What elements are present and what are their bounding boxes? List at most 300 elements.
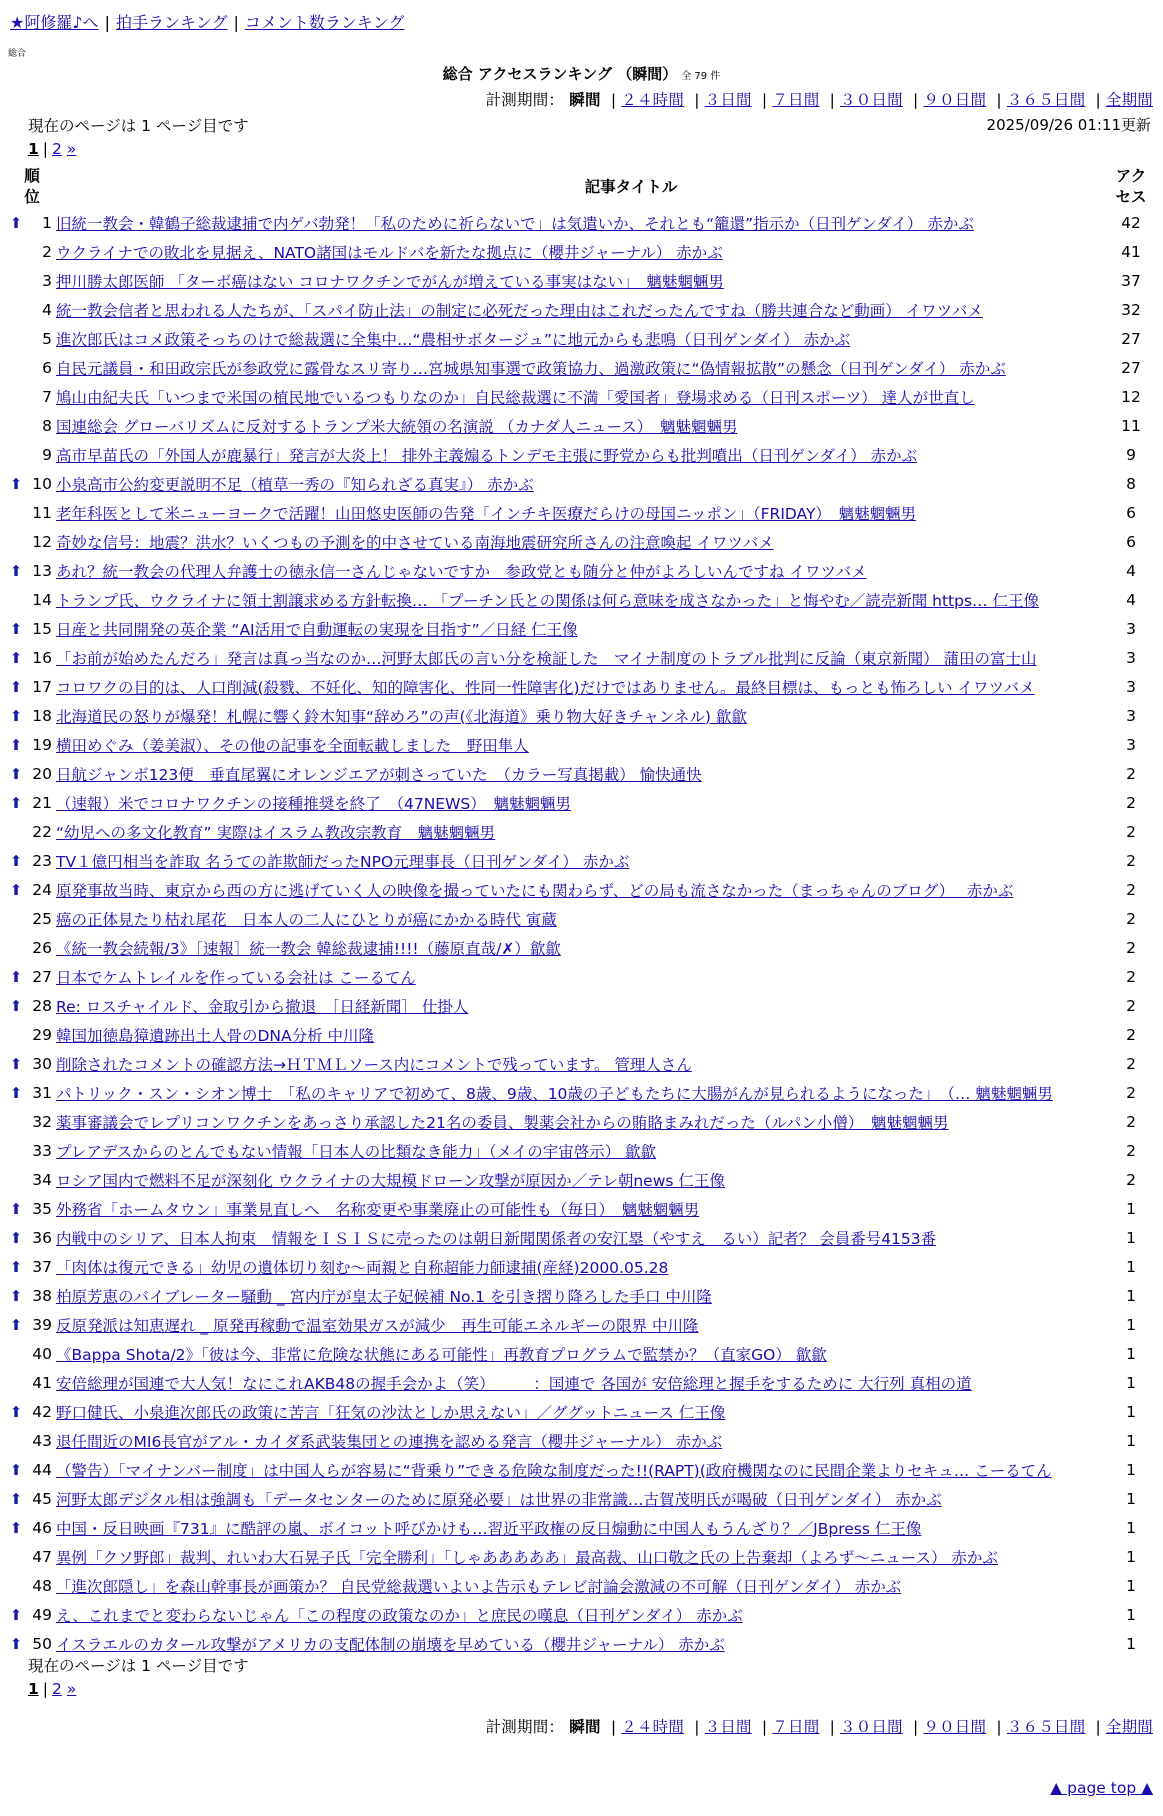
- article-link[interactable]: 柏原芳恵のバイブレーター騒動 _ 宮内庁が皇太子妃候補 No.1 を引き摺り降ろした手口 中川隆: [56, 1287, 712, 1306]
- rank-change-cell: [8, 1252, 24, 1281]
- article-title-cell: [56, 527, 1106, 556]
- up-arrow-icon: ⬆: [9, 764, 23, 783]
- nav-separator: |: [104, 13, 110, 32]
- article-link[interactable]: あれ？統一教会の代理人弁護士の徳永信一さんじゃないですか 参政党とも随分と仲がよろしいんですね イワツバメ: [56, 562, 867, 581]
- rank-number: 36: [32, 1228, 52, 1247]
- rank-change-cell: [8, 1078, 24, 1107]
- rank-change-cell: [8, 353, 24, 382]
- pager-top: 1 | 2 »: [28, 140, 77, 158]
- access-count: 8: [1126, 474, 1136, 493]
- header-title: 記事タイトル: [584, 177, 678, 196]
- rank-number: 28: [32, 996, 52, 1015]
- article-title-cell: [56, 991, 1106, 1020]
- rank-number: 45: [32, 1489, 52, 1508]
- rank-change-cell: [8, 875, 24, 904]
- article-link[interactable]: （警告）「マイナンバー制度」は中国人らが容易に“背乗り”できる危険な制度だった!!(RAPT)(政府機関なのに民間企業よりセキュ… こーるてん: [56, 1461, 1052, 1480]
- article-title-cell: [56, 962, 1106, 991]
- access-count: 37: [1121, 271, 1141, 290]
- article-title-cell: [56, 701, 1106, 730]
- pager-next[interactable]: »: [66, 1680, 77, 1698]
- article-link[interactable]: 原発事故当時、東京から西の方に逃げていく人の映像を撮っていたにも関わらず、どの局も流さなかった（まっちゃんのブログ） 赤かぶ: [56, 881, 1014, 900]
- access-count: 3: [1126, 648, 1136, 667]
- table-row: [8, 324, 1156, 353]
- rank-change-cell: [8, 643, 24, 672]
- article-title-cell: [56, 1368, 1106, 1397]
- rank-change-cell: [8, 1426, 24, 1455]
- article-link[interactable]: プレアデスからのとんでもない情報「日本人の比類なき能力」（メイの宇宙啓示） 歙歙: [56, 1142, 657, 1161]
- rank-number: 10: [32, 474, 52, 493]
- rank-number: 19: [32, 735, 52, 754]
- rank-change-cell: [8, 817, 24, 846]
- table-row: [8, 1600, 1156, 1629]
- table-row: [8, 701, 1156, 730]
- page-title: [0, 63, 1163, 84]
- article-link[interactable]: 反原発派は知恵遅れ _ 原発再稼動で温室効果ガスが減少 再生可能エネルギーの限界 中川隆: [56, 1316, 699, 1335]
- article-title-cell: [56, 1484, 1106, 1513]
- access-count: 2: [1126, 764, 1136, 783]
- article-link[interactable]: 「進次郎隠し」を森山幹事長が画策か？ 自民党総裁選いよいよ告示もテレビ討論会激減の不可解（日刊ゲンダイ） 赤かぶ: [56, 1577, 902, 1596]
- access-count: 2: [1126, 793, 1136, 812]
- rank-change-cell: [8, 1310, 24, 1339]
- table-row: [8, 904, 1156, 933]
- access-count: 2: [1126, 909, 1136, 928]
- table-row: [8, 1281, 1156, 1310]
- article-link[interactable]: 日産と共同開発の英企業 “AI活用で自動運転の実現を目指す”／日経 仁王像: [56, 620, 578, 639]
- table-row: [8, 1020, 1156, 1049]
- rank-change-cell: [8, 991, 24, 1020]
- rank-number: 35: [32, 1199, 52, 1218]
- table-row: [8, 1049, 1156, 1078]
- access-count: 12: [1121, 387, 1141, 406]
- up-arrow-icon: ⬆: [9, 1257, 23, 1276]
- article-title-cell: [56, 614, 1106, 643]
- rank-number: 38: [32, 1286, 52, 1305]
- article-link[interactable]: 外務省「ホームタウン」事業見直しへ 名称変更や事業廃止の可能性も（毎日） 魑魅魍魎男: [56, 1200, 700, 1219]
- article-title-cell: [56, 1252, 1106, 1281]
- access-count: 9: [1126, 445, 1136, 464]
- access-count: 6: [1126, 532, 1136, 551]
- article-link[interactable]: 進次郎氏はコメ政策そっちのけで総裁選に全集中…“農相サボタージュ”に地元からも悲鳴（日刊ゲンダイ） 赤かぶ: [56, 330, 851, 349]
- rank-change-cell: [8, 1600, 24, 1629]
- rank-number: 43: [32, 1431, 52, 1450]
- rank-change-cell: [8, 1368, 24, 1397]
- article-title-cell: [56, 295, 1106, 324]
- pager-page-2[interactable]: 2: [52, 140, 62, 158]
- article-link[interactable]: 老年科医として米ニューヨークで活躍！山田悠史医師の告発「インチキ医療だらけの母国ニッポン」（FRIDAY） 魑魅魍魎男: [56, 504, 917, 523]
- access-count: 2: [1126, 996, 1136, 1015]
- table-row: [8, 1223, 1156, 1252]
- up-arrow-icon: ⬆: [9, 706, 23, 725]
- article-link[interactable]: 退任間近のMI6長官がアル・カイダ系武装集団との連携を認める発言（櫻井ジャーナル） 赤かぶ: [56, 1432, 723, 1451]
- rank-change-cell: [8, 1571, 24, 1600]
- rank-number: 11: [32, 503, 52, 522]
- rank-number: 29: [32, 1025, 52, 1044]
- period-30d-link[interactable]: ３０日間: [840, 1718, 903, 1736]
- access-count: 1: [1126, 1257, 1136, 1276]
- access-count: 1: [1126, 1431, 1136, 1450]
- article-title-cell: [56, 556, 1106, 585]
- article-title-cell: [56, 1426, 1106, 1455]
- rank-change-cell: [8, 962, 24, 991]
- table-row: [8, 1165, 1156, 1194]
- article-link[interactable]: Re: ロスチャイルド、金取引から撤退 ［日経新聞］ 仕掛人: [56, 997, 469, 1016]
- up-arrow-icon: ⬆: [9, 793, 23, 812]
- table-row: [8, 469, 1156, 498]
- pager-current-page[interactable]: 1: [28, 1680, 39, 1698]
- period-24h-link[interactable]: ２４時間: [621, 91, 685, 109]
- period-7d-link[interactable]: ７日間: [772, 1718, 820, 1736]
- header-access: アクセス: [1115, 167, 1147, 206]
- access-count: 2: [1126, 1025, 1136, 1044]
- period-7d-link[interactable]: ７日間: [772, 91, 820, 109]
- table-row: [8, 1397, 1156, 1426]
- article-title-cell: [56, 1049, 1106, 1078]
- article-link[interactable]: 河野太郎デジタル相は強調も「データセンターのために原発必要」は世界の非常識…古賀茂明氏が喝破（日刊ゲンダイ） 赤かぶ: [56, 1490, 942, 1509]
- article-link[interactable]: TV１億円相当を詐取 名うての詐欺師だったNPO元理事長（日刊ゲンダイ） 赤かぶ: [56, 852, 630, 871]
- article-title-cell: [56, 875, 1106, 904]
- access-count: 41: [1121, 242, 1141, 261]
- article-title-cell: [56, 817, 1106, 846]
- access-count: 1: [1126, 1518, 1136, 1537]
- access-count: 3: [1126, 735, 1136, 754]
- article-title-cell: [56, 1136, 1106, 1165]
- access-count: 2: [1126, 1083, 1136, 1102]
- article-link[interactable]: 《Bappa Shota/2》「彼は今、非常に危険な状態にある可能性」再教育プログラムで監禁か？（直家GO） 歙歙: [56, 1345, 827, 1364]
- period-90d-link[interactable]: ９０日間: [923, 1718, 987, 1736]
- pager-bottom: 1 | 2 »: [28, 1680, 77, 1698]
- rank-number: 13: [32, 561, 52, 580]
- article-title-cell: [56, 266, 1106, 295]
- rank-number: 20: [32, 764, 52, 783]
- up-arrow-icon: ⬆: [9, 1605, 23, 1624]
- rank-change-cell: [8, 324, 24, 353]
- table-row: [8, 1194, 1156, 1223]
- article-link[interactable]: 削除されたコメントの確認方法→ＨＴＭＬソース内にコメントで残っています。 管理人さん: [56, 1055, 692, 1074]
- rank-number: 26: [32, 938, 52, 957]
- period-current: 瞬間: [569, 1718, 601, 1736]
- article-title-cell: [56, 237, 1106, 266]
- rank-change-cell: [8, 730, 24, 759]
- article-title-cell: [56, 1107, 1106, 1136]
- rank-change-cell: [8, 1107, 24, 1136]
- rank-change-cell: [8, 266, 24, 295]
- article-link[interactable]: （速報）米でコロナワクチンの接種推奨を終了 （47NEWS） 魑魅魍魎男: [56, 794, 572, 813]
- page-info-bottom: 現在のページは 1 ページ目です: [28, 1657, 249, 1675]
- rank-number: 27: [32, 967, 52, 986]
- table-row: [8, 759, 1156, 788]
- table-row: [8, 1455, 1156, 1484]
- article-title-cell: [56, 1600, 1106, 1629]
- rank-number: 34: [32, 1170, 52, 1189]
- article-link[interactable]: 横田めぐみ（姜美淑）、その他の記事を全面転載しました 野田隼人: [56, 736, 529, 755]
- rank-change-cell: [8, 237, 24, 266]
- table-row: [8, 672, 1156, 701]
- access-count: 1: [1126, 1315, 1136, 1334]
- article-title-cell: [56, 643, 1106, 672]
- rank-number: 2: [42, 242, 52, 261]
- period-365d-link[interactable]: ３６５日間: [1006, 1718, 1086, 1736]
- article-link[interactable]: 癌の正体見たり枯れ尾花 日本人の二人にひとりが癌にかかる時代 寅蔵: [56, 910, 557, 929]
- up-arrow-icon: ⬆: [9, 1634, 23, 1653]
- article-title-cell: [56, 672, 1106, 701]
- rank-change-cell: [8, 1397, 24, 1426]
- article-link[interactable]: 小泉高市公約変更説明不足（植草一秀の『知られざる真実』） 赤かぶ: [56, 475, 534, 494]
- period-selector-top: 計測期間： 瞬間 | ２４時間 | ３日間 | ７日間 | ３０日間 | ９０日間 | ３６５日間 | 全期間: [485, 91, 1153, 109]
- article-link[interactable]: 北海道民の怒りが爆発！札幌に響く鈴木知事“辞めろ”の声(《北海道》乗り物大好きチャンネル) 歙歙: [56, 707, 747, 726]
- access-count: 2: [1126, 1141, 1136, 1160]
- rank-number: 33: [32, 1141, 52, 1160]
- access-count: 2: [1126, 967, 1136, 986]
- rank-change-cell: [8, 556, 24, 585]
- top-navigation: [10, 10, 404, 33]
- home-link[interactable]: ★阿修羅♪へ: [10, 13, 99, 32]
- rank-number: 48: [32, 1576, 52, 1595]
- table-row: [8, 730, 1156, 759]
- ranking-title: 総合 アクセスランキング （瞬間）: [442, 65, 678, 83]
- rank-number: 5: [42, 329, 52, 348]
- table-row: [8, 353, 1156, 382]
- article-link[interactable]: 異例「クソ野郎」裁判、れいわ大石晃子氏「完全勝利」「しゃあああああ」最高裁、山口敬之氏の上告棄却（よろず〜ニュース） 赤かぶ: [56, 1548, 998, 1567]
- article-link[interactable]: ロシア国内で燃料不足が深刻化 ウクライナの大規模ドローン攻撃が原因か／テレ朝news 仁王像: [56, 1171, 725, 1190]
- rank-number: 42: [32, 1402, 52, 1421]
- article-link[interactable]: 「肉体は復元できる」幼児の遺体切り刻む〜両親と自称超能力師逮捕(産経)2000.05.28: [56, 1258, 669, 1277]
- up-arrow-icon: ⬆: [9, 1402, 23, 1421]
- table-row: [8, 875, 1156, 904]
- table-row: [8, 1513, 1156, 1542]
- table-row: [8, 817, 1156, 846]
- rank-number: 21: [32, 793, 52, 812]
- article-title-cell: [56, 353, 1106, 382]
- article-title-cell: [56, 208, 1106, 237]
- period-90d-link[interactable]: ９０日間: [923, 91, 987, 109]
- article-link[interactable]: 「お前が始めたんだろ」発言は真っ当なのか…河野太郎氏の言い分を検証した マイナ制度のトラブル批判に反論（東京新聞） 蒲田の富士山: [56, 649, 1037, 668]
- rank-number: 50: [32, 1634, 52, 1653]
- rank-change-cell: [8, 1455, 24, 1484]
- access-count: 1: [1126, 1605, 1136, 1624]
- rank-number: 1: [42, 213, 52, 232]
- article-link[interactable]: 日航ジャンボ123便 垂直尾翼にオレンジエアが刺さっていた （カラー写真掲載） 愉快通快: [56, 765, 702, 784]
- table-row: [8, 933, 1156, 962]
- table-row: [8, 991, 1156, 1020]
- rank-number: 16: [32, 648, 52, 667]
- table-row: [8, 411, 1156, 440]
- table-row: [8, 1484, 1156, 1513]
- article-link[interactable]: 安倍総理が国連で大人気！なにこれAKB48の握手会かよ（笑） ：国連で 各国が 安倍総理と握手をするために 大行列 真相の道: [56, 1374, 972, 1393]
- article-link[interactable]: ウクライナでの敗北を見据え、NATO諸国はモルドバを新たな拠点に（櫻井ジャーナル） 赤かぶ: [56, 243, 723, 262]
- rank-number: 40: [32, 1344, 52, 1363]
- access-count: 11: [1121, 416, 1141, 435]
- period-all-link[interactable]: 全期間: [1105, 91, 1153, 109]
- rank-change-cell: [8, 1020, 24, 1049]
- article-link[interactable]: 内戦中のシリア、日本人拘束 情報をＩＳＩＳに売ったのは朝日新聞関係者の安江塁（やすえ るい）記者？ 会員番号4153番: [56, 1229, 937, 1248]
- rank-number: 30: [32, 1054, 52, 1073]
- rank-number: 22: [32, 822, 52, 841]
- article-link[interactable]: 自民元議員・和田政宗氏が参政党に露骨なスリ寄り…宮城県知事選で政策協力、過激政策に“偽情報拡散”の懸念（日刊ゲンダイ） 赤かぶ: [56, 359, 1006, 378]
- table-row: [8, 237, 1156, 266]
- access-count: 1: [1126, 1547, 1136, 1566]
- page-top-link[interactable]: ▲ page top ▲: [1050, 1779, 1153, 1797]
- article-title-cell: [56, 498, 1106, 527]
- rank-change-cell: [8, 498, 24, 527]
- pager-next[interactable]: »: [66, 140, 77, 158]
- article-link[interactable]: イスラエルのカタール攻撃がアメリカの支配体制の崩壊を早めている（櫻井ジャーナル） 赤かぶ: [56, 1635, 725, 1654]
- up-arrow-icon: ⬆: [9, 1518, 23, 1537]
- period-24h-link[interactable]: ２４時間: [621, 1718, 685, 1736]
- article-link[interactable]: 薬事審議会でレプリコンワクチンをあっさり承認した21名の委員、製薬会社からの賄賂まみれだった（ルパン小僧） 魑魅魍魎男: [56, 1113, 949, 1132]
- access-count: 32: [1121, 300, 1141, 319]
- article-title-cell: [56, 1513, 1106, 1542]
- access-count: 4: [1126, 590, 1136, 609]
- article-title-cell: [56, 933, 1106, 962]
- article-link[interactable]: え、これまでと変わらないじゃん「この程度の政策なのか」と庶民の嘆息（日刊ゲンダイ） 赤かぶ: [56, 1606, 743, 1625]
- rank-change-cell: [8, 469, 24, 498]
- page-info-top: 現在のページは 1 ページ目です: [28, 117, 249, 135]
- rank-number: 17: [32, 677, 52, 696]
- article-title-cell: [56, 1397, 1106, 1426]
- rank-change-cell: [8, 1165, 24, 1194]
- rank-change-cell: [8, 440, 24, 469]
- article-link[interactable]: 野口健氏、小泉進次郎氏の政策に苦言「狂気の沙汰としか思えない」／ググットニュース 仁王像: [56, 1403, 726, 1422]
- access-count: 2: [1126, 822, 1136, 841]
- article-link[interactable]: 国連総会 グローバリズムに反対するトランプ米大統領の名演説 （カナダ人ニュース） 魑魅魍魎男: [56, 417, 738, 436]
- period-label: 計測期間：: [485, 1718, 565, 1736]
- total-count: 全 79 件: [681, 71, 721, 82]
- article-link[interactable]: 高市早苗氏の「外国人が鹿暴行」発言が大炎上！ 排外主義煽るトンデモ主張に野党からも批判噴出（日刊ゲンダイ） 赤かぶ: [56, 446, 918, 465]
- header-rank: 順位: [24, 167, 40, 206]
- rank-number: 9: [42, 445, 52, 464]
- article-title-cell: [56, 411, 1106, 440]
- ranking-table-body: [8, 208, 1156, 1658]
- article-title-cell: [56, 469, 1106, 498]
- article-link[interactable]: 日本でケムトレイルを作っている会社は こーるてん: [56, 968, 416, 987]
- rank-change-cell: [8, 1223, 24, 1252]
- article-title-cell: [56, 788, 1106, 817]
- up-arrow-icon: ⬆: [9, 561, 23, 580]
- access-count: 2: [1126, 938, 1136, 957]
- rank-number: 8: [42, 416, 52, 435]
- period-selector-bottom: 計測期間： 瞬間 | ２４時間 | ３日間 | ７日間 | ３０日間 | ９０日間 | ３６５日間 | 全期間: [485, 1718, 1153, 1736]
- period-3d-link[interactable]: ３日間: [704, 91, 752, 109]
- access-count: 3: [1126, 677, 1136, 696]
- table-row: [8, 846, 1156, 875]
- rank-number: 18: [32, 706, 52, 725]
- rank-number: 41: [32, 1373, 52, 1392]
- access-count: 1: [1126, 1344, 1136, 1363]
- access-count: 1: [1126, 1634, 1136, 1653]
- article-title-cell: [56, 585, 1106, 614]
- period-3d-link[interactable]: ３日間: [704, 1718, 752, 1736]
- rank-number: 32: [32, 1112, 52, 1131]
- article-link[interactable]: 鳩山由紀夫氏「いつまで米国の植民地でいるつもりなのか」自民総裁選に不満「愛国者」登場求める（日刊スポーツ） 達人が世直し: [56, 388, 975, 407]
- access-count: 2: [1126, 1170, 1136, 1189]
- access-count: 6: [1126, 503, 1136, 522]
- article-link[interactable]: パトリック・スン・シオン博士 「私のキャリアで初めて、8歳、9歳、10歳の子どもたちに大腸がんが見られるようになった」 （… 魑魅魍魎男: [56, 1084, 1053, 1103]
- category-label: 総合: [8, 49, 27, 59]
- article-title-cell: [56, 759, 1106, 788]
- rank-change-cell: [8, 1049, 24, 1078]
- rank-number: 3: [42, 271, 52, 290]
- table-row: [8, 643, 1156, 672]
- rank-change-cell: [8, 1513, 24, 1542]
- up-arrow-icon: ⬆: [9, 880, 23, 899]
- table-row: [8, 556, 1156, 585]
- article-link[interactable]: “幼児への多文化教育” 実際はイスラム教改宗教育 魑魅魍魎男: [56, 823, 496, 842]
- rank-number: 49: [32, 1605, 52, 1624]
- period-30d-link[interactable]: ３０日間: [840, 91, 903, 109]
- rank-change-cell: [8, 382, 24, 411]
- rank-number: 23: [32, 851, 52, 870]
- article-link[interactable]: 奇妙な信号：地震？洪水？いくつもの予測を的中させている南海地震研究所さんの注意喚起 イワツバメ: [56, 533, 774, 552]
- rank-change-cell: [8, 1281, 24, 1310]
- table-row: [8, 1368, 1156, 1397]
- rank-change-cell: [8, 1136, 24, 1165]
- table-row: [8, 1107, 1156, 1136]
- table-row: [8, 1426, 1156, 1455]
- article-link[interactable]: 《統一教会続報/3》［速報］統一教会 韓総裁逮捕!!!!（藤原直哉/✗）歙歙: [56, 939, 561, 958]
- access-count: 27: [1121, 329, 1141, 348]
- table-row: [8, 1078, 1156, 1107]
- nav-separator: |: [233, 13, 239, 32]
- article-title-cell: [56, 1078, 1106, 1107]
- rank-number: 46: [32, 1518, 52, 1537]
- access-count: 4: [1126, 561, 1136, 580]
- up-arrow-icon: ⬆: [9, 996, 23, 1015]
- rank-change-cell: [8, 788, 24, 817]
- article-link[interactable]: 押川勝太郎医師 「ターボ癌はない コロナワクチンでがんが増えている事実はない」 魑魅魍魎男: [56, 272, 724, 291]
- pager-page-2[interactable]: 2: [52, 1680, 62, 1698]
- up-arrow-icon: ⬆: [9, 735, 23, 754]
- article-link[interactable]: 統一教会信者と思われる人たちが、「スパイ防止法」の制定に必死だった理由はこれだったんですね（勝共連合など動画） イワツバメ: [56, 301, 983, 320]
- article-link[interactable]: トランプ氏、ウクライナに領土割譲求める方針転換… 「プーチン氏との関係は何ら意味を成さなかった」と悔やむ／読売新聞 https… 仁王像: [56, 591, 1039, 610]
- access-count: 1: [1126, 1576, 1136, 1595]
- period-all-link[interactable]: 全期間: [1105, 1718, 1153, 1736]
- table-header-row: [8, 166, 1156, 208]
- access-count: 1: [1126, 1228, 1136, 1247]
- table-row: [8, 295, 1156, 324]
- rank-change-cell: [8, 1542, 24, 1571]
- article-link[interactable]: 中国・反日映画『731』に酷評の嵐、ボイコット呼びかけも…習近平政権の反日煽動に中国人もうんざり？／JBpress 仁王像: [56, 1519, 922, 1538]
- article-link[interactable]: 韓国加徳島獐遺跡出土人骨のDNA分析 中川隆: [56, 1026, 375, 1045]
- rank-change-cell: [8, 1629, 24, 1658]
- rank-number: 39: [32, 1315, 52, 1334]
- article-title-cell: [56, 1542, 1106, 1571]
- article-link[interactable]: コロワクの目的は、人口削減(殺戮、不妊化、知的障害化、性同一性障害化)だけではありません。最終目標は、もっとも怖ろしい イワツバメ: [56, 678, 1035, 697]
- access-count: 2: [1126, 851, 1136, 870]
- comment-ranking-link[interactable]: コメント数ランキング: [244, 13, 405, 32]
- access-count: 42: [1121, 213, 1141, 232]
- rank-number: 12: [32, 532, 52, 551]
- article-title-cell: [56, 846, 1106, 875]
- access-count: 2: [1126, 1112, 1136, 1131]
- article-title-cell: [56, 1310, 1106, 1339]
- article-title-cell: [56, 1571, 1106, 1600]
- up-arrow-icon: ⬆: [9, 1315, 23, 1334]
- article-title-cell: [56, 1455, 1106, 1484]
- period-365d-link[interactable]: ３６５日間: [1006, 91, 1086, 109]
- clap-ranking-link[interactable]: 拍手ランキング: [115, 13, 228, 32]
- table-row: [8, 498, 1156, 527]
- pager-current-page[interactable]: 1: [28, 140, 39, 158]
- rank-number: 14: [32, 590, 52, 609]
- article-title-cell: [56, 730, 1106, 759]
- rank-number: 4: [42, 300, 52, 319]
- up-arrow-icon: ⬆: [9, 619, 23, 638]
- article-title-cell: [56, 1223, 1106, 1252]
- access-count: 1: [1126, 1373, 1136, 1392]
- article-title-cell: [56, 382, 1106, 411]
- article-title-cell: [56, 1339, 1106, 1368]
- article-link[interactable]: 旧統一教会・韓鶴子総裁逮捕で内ゲバ勃発！「私のために祈らないで」は気遣いか、それとも“籠還”指示か（日刊ゲンダイ） 赤かぶ: [56, 214, 974, 233]
